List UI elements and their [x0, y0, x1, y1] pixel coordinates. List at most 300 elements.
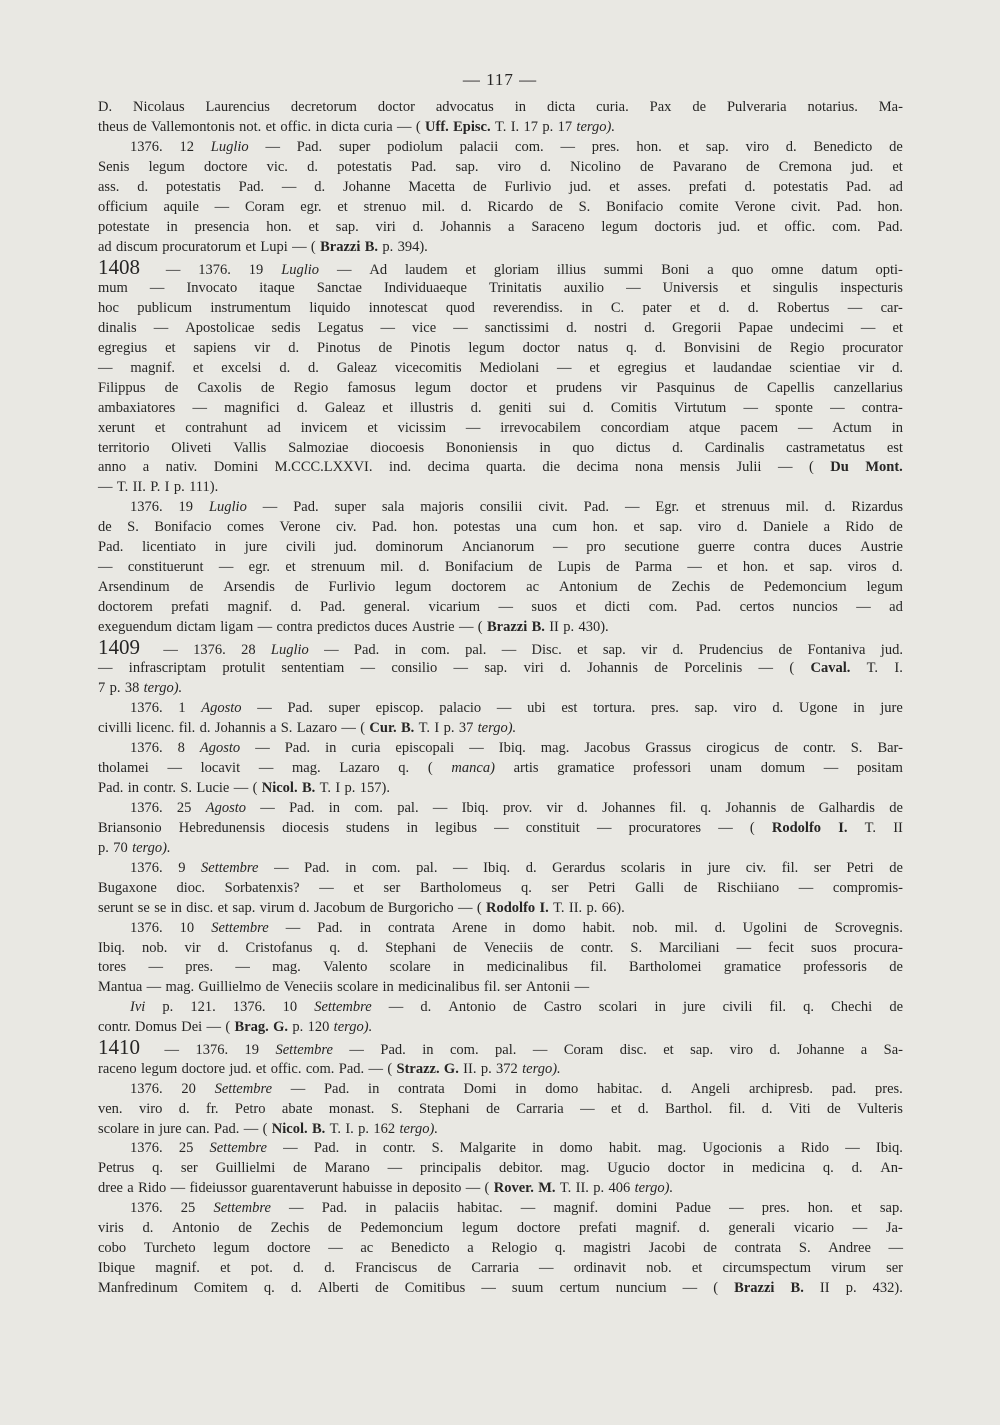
text-line [98, 498, 903, 518]
word: dree [98, 1180, 123, 1197]
text-line [98, 254, 903, 280]
word: 1376. [130, 499, 163, 516]
word: hon. [877, 198, 903, 215]
text-line [98, 538, 903, 558]
text-line [98, 319, 903, 339]
word: se [137, 899, 150, 916]
word: ser [383, 879, 401, 896]
word: nuncios [792, 599, 838, 615]
word: discum [116, 238, 158, 255]
word: — [285, 919, 301, 936]
word: q. [263, 1280, 275, 1296]
text-line [98, 719, 903, 739]
word: decima [576, 459, 619, 476]
word: legibus [435, 819, 477, 836]
word: d. [672, 641, 684, 658]
word: comes [226, 519, 265, 536]
word: d. [357, 939, 369, 956]
word: vicecomitis [394, 359, 462, 376]
word: protulit [222, 660, 266, 677]
text-line [98, 879, 903, 899]
word: — [888, 1240, 903, 1257]
word: Pad. [98, 780, 124, 796]
word: 1376. [130, 1140, 163, 1157]
word: — [289, 1200, 304, 1217]
word: domo [532, 919, 566, 936]
word: — [596, 819, 612, 836]
word: compromis- [832, 879, 903, 896]
word: ( [713, 1280, 719, 1296]
word: vice [412, 319, 437, 336]
word: contrata [734, 1240, 782, 1257]
word: de [549, 939, 564, 956]
text-line [98, 859, 903, 879]
word: Johannis [214, 720, 266, 737]
word: consilio [391, 660, 438, 677]
word: de [265, 979, 280, 996]
word: T. [319, 780, 331, 796]
word: virum [831, 1260, 866, 1277]
word: q. [700, 799, 712, 816]
word: Austrie [860, 539, 903, 556]
word: de [472, 178, 487, 195]
word: p. [586, 899, 598, 916]
word: — [341, 720, 356, 737]
word: Actum [832, 419, 872, 436]
word: prefati [688, 178, 727, 195]
word: — [258, 760, 274, 777]
word: hon. [742, 559, 769, 576]
word: habitac. [457, 1200, 503, 1217]
word: fil. [590, 959, 607, 976]
word: Individuaeque [383, 280, 467, 296]
word: et [577, 641, 588, 658]
word: — [153, 319, 169, 336]
word: Cristofanus [245, 939, 313, 956]
word: — [336, 261, 352, 278]
word: 1376. [130, 700, 163, 717]
word: mag. [657, 1140, 687, 1157]
word: est [561, 700, 578, 717]
word: viri [523, 660, 544, 677]
word: de [486, 1100, 500, 1117]
word: d. [217, 939, 229, 956]
word: d. [540, 158, 551, 175]
word: d. [290, 599, 302, 615]
word: in [394, 641, 406, 658]
word: Stephani [418, 1100, 470, 1117]
word: Porcelinis [684, 660, 743, 677]
word: ambaxiatores [98, 399, 176, 416]
word: hoc [98, 299, 119, 316]
word: et [285, 559, 296, 576]
word: Furlivio [328, 579, 376, 596]
word: decima [427, 459, 470, 476]
word: de [790, 799, 805, 816]
word: de [827, 1100, 841, 1117]
italic-word: Luglio [270, 641, 309, 658]
word: viro [729, 1042, 753, 1059]
word: procurator [842, 339, 903, 356]
word: d. [576, 799, 588, 816]
word: ser [504, 979, 522, 996]
word: et [367, 419, 378, 436]
word: et [526, 379, 537, 396]
word: et [851, 1200, 862, 1217]
text-line [98, 978, 903, 998]
word: mil. [785, 499, 809, 516]
word: 7 [98, 680, 106, 697]
word: dominorum [375, 539, 444, 556]
word: et [892, 158, 903, 175]
word: Valento [323, 959, 368, 976]
text-line [98, 1060, 903, 1080]
word: medicinalibus [486, 959, 568, 976]
word: et [757, 218, 768, 235]
word: — [274, 859, 289, 876]
word: a [508, 218, 515, 235]
word: d. [637, 1100, 649, 1117]
word: Daniele [763, 519, 809, 536]
word: Pad. [304, 859, 330, 876]
italic-word: Settembre [214, 1080, 273, 1097]
italic-word: tergo). [143, 680, 183, 697]
word: offic. [280, 118, 312, 135]
word: Ancianorum [461, 539, 535, 556]
word: — [465, 1180, 481, 1197]
word: — [797, 419, 813, 436]
word: et [689, 299, 701, 316]
word: in [359, 919, 371, 936]
word: ser [886, 1260, 903, 1277]
word: Petri [588, 879, 616, 896]
word: in [315, 118, 327, 135]
word: Grassus [645, 740, 692, 757]
word: — [682, 1280, 698, 1296]
word: ser [180, 1160, 198, 1177]
document-number: 1409 [98, 634, 140, 659]
word: Antonio [448, 999, 496, 1016]
word: Sanctae [316, 280, 362, 296]
word: Legatus [317, 319, 364, 336]
word: 70 [113, 839, 128, 856]
word: d. [279, 359, 291, 376]
word: episcopali [395, 740, 455, 757]
word: sap. [705, 138, 729, 155]
word: de [734, 379, 748, 396]
word: 1376. [232, 999, 266, 1016]
word: — [148, 959, 163, 976]
word: Trinitatis [489, 280, 542, 296]
italic-word: Settembre [209, 1140, 267, 1157]
word: civ. [745, 859, 767, 876]
word: asses. [637, 178, 671, 195]
word: et [353, 879, 364, 896]
word: T. [494, 118, 507, 135]
word: — [388, 999, 404, 1016]
citation-source: B. [364, 238, 379, 255]
word: vicarium [428, 599, 481, 615]
word: sap. [809, 559, 833, 576]
word: ind. [389, 459, 412, 476]
word: et [717, 559, 728, 576]
text-line [98, 359, 903, 379]
word: dicti [604, 599, 631, 615]
word: mil. [380, 559, 404, 576]
word: — [170, 1180, 186, 1197]
word: Bartholomei [629, 959, 702, 976]
word: in [355, 1140, 367, 1157]
word: doctor [522, 339, 560, 356]
word: et [337, 198, 348, 215]
word: 25 [178, 1140, 194, 1157]
word: Pad. [411, 158, 437, 175]
word: liquido [309, 299, 351, 316]
word: ( [225, 1019, 231, 1036]
word: com. [354, 799, 383, 816]
word: hon. [636, 138, 662, 155]
word: Pad. [836, 198, 862, 215]
word: contr. [580, 939, 614, 956]
citation-source: Caval. [810, 660, 851, 677]
word: 121. [190, 999, 216, 1016]
word: — [149, 280, 165, 296]
word: ( [789, 660, 795, 677]
word: in [453, 959, 465, 976]
citation-source: Nicol. [271, 1120, 308, 1137]
word: Padue [675, 1200, 711, 1217]
word: can. [185, 1120, 210, 1137]
word: Fontaniva [807, 641, 866, 658]
word: fideiussor [189, 1180, 247, 1197]
word: Johannis [725, 799, 777, 816]
word: Invocato [186, 280, 238, 296]
word: inspecturis [840, 280, 903, 296]
word: Pad. [695, 599, 722, 615]
word: — [758, 660, 774, 677]
word: palacii [459, 138, 499, 155]
word: D. [98, 99, 113, 115]
word: d. [298, 899, 310, 916]
word: in [214, 539, 227, 556]
word: palacio [439, 700, 482, 717]
word: itaque [259, 280, 295, 296]
word: — [494, 819, 509, 836]
word: — [397, 118, 412, 135]
citation-source: G. [443, 1060, 459, 1077]
italic-word: Agosto [201, 700, 242, 717]
word: Cardinalis [704, 439, 765, 456]
word: Boni [661, 261, 690, 278]
word: p. [480, 1060, 492, 1077]
word: d. [718, 299, 730, 316]
text-line [98, 1279, 903, 1299]
word: An- [880, 1160, 903, 1177]
word: Pax [649, 99, 672, 115]
word: Regio [789, 339, 825, 356]
word: II. [463, 1060, 477, 1077]
word: Pasquinus [656, 379, 716, 396]
word: 1376. [130, 138, 163, 155]
word: 1 [178, 700, 186, 717]
word: — [360, 660, 376, 677]
word: ( [415, 118, 421, 135]
word: Nicolaus [133, 99, 185, 115]
text-line [98, 799, 903, 819]
text-line [98, 1259, 903, 1279]
word: doctore [267, 1240, 311, 1257]
word: concordiam [600, 419, 670, 436]
word: d. [761, 1100, 773, 1117]
text-line [98, 379, 903, 399]
word: Ma- [878, 99, 903, 115]
word: vir [546, 799, 563, 816]
word: infrascriptam [128, 660, 207, 677]
word: secutione [624, 539, 680, 556]
citation-source: B. [790, 1280, 804, 1296]
word: — [845, 1140, 860, 1157]
word: 111). [189, 479, 219, 496]
word: Ibique [98, 1260, 136, 1277]
word: d. [747, 299, 759, 316]
word: fil. [728, 1100, 746, 1117]
word: suos [531, 599, 558, 615]
italic-word: tergo). [132, 839, 171, 856]
text-line [98, 419, 903, 439]
word: Coram [563, 1042, 604, 1059]
word: ubi [527, 700, 546, 717]
italic-word: tergo). [333, 1019, 373, 1036]
word: Verone [734, 198, 776, 215]
word: sui [548, 399, 566, 416]
word: ad [267, 419, 281, 436]
word: ( [387, 1060, 393, 1077]
italic-word: tergo). [399, 1120, 438, 1137]
word: contra- [861, 399, 903, 416]
word: Mantua [98, 979, 143, 996]
word: in [532, 1140, 544, 1157]
word: Gregorii [672, 319, 722, 336]
word: dicta [546, 99, 576, 115]
word: Carraria [471, 1260, 519, 1277]
word: et [220, 1260, 231, 1277]
word: d. [296, 399, 308, 416]
word: legum [395, 579, 432, 596]
word: de [605, 559, 620, 576]
word: scolare [98, 1120, 140, 1137]
word: Austrie [411, 618, 455, 635]
word: Filippus [98, 379, 146, 396]
word: Coram [244, 198, 285, 215]
word: nona [635, 459, 664, 476]
word: doctoris [654, 218, 702, 235]
word: licenc. [136, 720, 175, 737]
word: Ibiq. [98, 939, 125, 956]
text-line [98, 218, 903, 238]
word: egr. [248, 559, 270, 576]
word: jure [707, 859, 731, 876]
word: d. [418, 559, 430, 576]
word: C. [610, 299, 625, 316]
word: contrahunt [185, 419, 248, 436]
word: T. [329, 1120, 341, 1137]
word: atque [688, 419, 721, 436]
word: domo [545, 1080, 579, 1097]
word: de [453, 939, 467, 956]
word: in [382, 979, 394, 996]
word: Cremona [778, 158, 832, 175]
italic-word: Settembre [213, 1200, 271, 1217]
word: est [886, 439, 903, 456]
word: de [132, 118, 147, 135]
word: S. [431, 1140, 444, 1157]
document-number: 1408 [98, 254, 140, 279]
word: sap. [602, 641, 626, 658]
word: — [163, 641, 178, 658]
word: datum [821, 261, 858, 278]
word: 1376. [198, 261, 231, 278]
word: Barthol. [665, 1100, 713, 1117]
word: et [192, 359, 204, 376]
word: 37 [458, 720, 474, 737]
word: ad [98, 238, 112, 255]
word: magnif. [155, 1260, 200, 1277]
word: professori [633, 760, 692, 777]
text-line [98, 699, 903, 719]
word: Bonifacio [606, 198, 664, 215]
word: et [382, 399, 393, 416]
word: innotescat [368, 299, 428, 316]
word: sponte [775, 399, 813, 416]
text-line [98, 1080, 903, 1100]
word: p. [593, 1180, 605, 1197]
text-line [98, 939, 903, 959]
word: Caxolis [197, 379, 242, 396]
word: circumspectum [722, 1260, 812, 1277]
word: — [387, 1160, 403, 1177]
word: dictam [176, 618, 216, 635]
word: de [375, 1280, 389, 1296]
word: super [338, 138, 371, 155]
word: I [434, 720, 440, 737]
word: pal. [416, 859, 438, 876]
word: Papae [738, 319, 773, 336]
word: 157). [359, 780, 390, 796]
word: anno [98, 459, 127, 476]
word: ser [551, 879, 569, 896]
word: 10 [179, 919, 195, 936]
word: II. [132, 479, 146, 496]
word: — [214, 198, 230, 215]
word: potestatis [773, 178, 829, 195]
word: d. [714, 919, 726, 936]
word: — [257, 700, 272, 717]
word: — [520, 1200, 536, 1217]
word: Ibiq. [461, 799, 489, 816]
word: legum [213, 1240, 250, 1257]
word: — [98, 479, 113, 496]
word: magnifici [224, 399, 280, 416]
word: laudandae [712, 359, 772, 376]
word: predictos [317, 618, 371, 635]
italic-word: Settembre [314, 999, 372, 1016]
word: Jacobus [584, 740, 631, 757]
word: — [328, 1240, 343, 1257]
word: illustris [409, 399, 454, 416]
word: Rido [845, 519, 874, 536]
word: et [165, 339, 176, 356]
word: Scrovegnis. [834, 919, 903, 936]
